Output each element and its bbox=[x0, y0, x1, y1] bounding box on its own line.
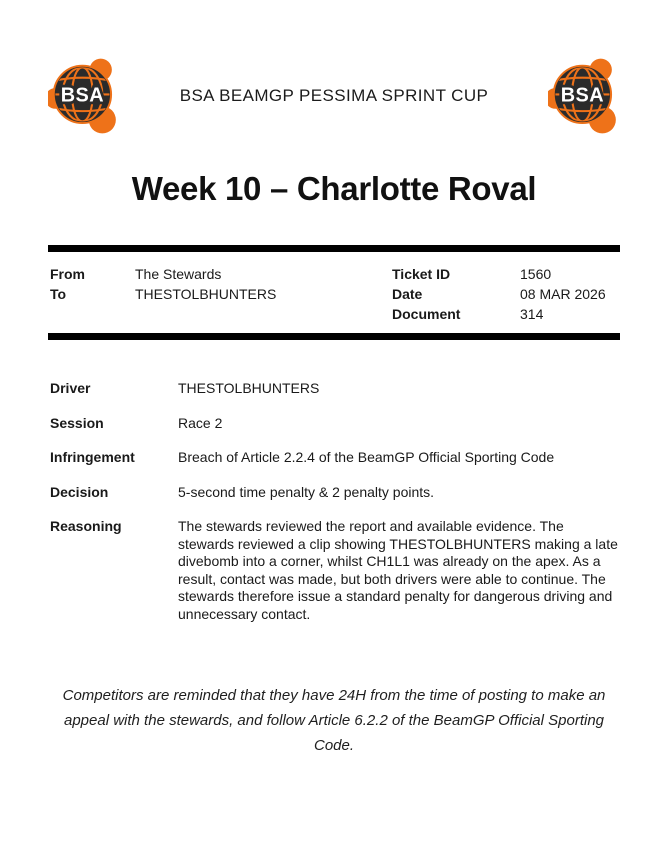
detail-label-driver: Driver bbox=[50, 380, 91, 396]
meta-row-date bbox=[390, 284, 620, 304]
detail-value-reasoning: The stewards reviewed the report and available evidence. The stewards reviewed a clip showing THESTOLBHUNTERS making a late divebomb into a corner, whilst CH1L1 was already on the apex. As a result, contact was made, but both drivers were able to continue. The stewards therefore issue a standard penalty for dangerous driving and unnecessary contact. bbox=[178, 518, 618, 622]
meta-label-document: Document bbox=[392, 306, 461, 322]
svg-text:BSA: BSA bbox=[560, 84, 604, 107]
meta-label-ticket-id: Ticket ID bbox=[392, 266, 451, 282]
detail-value-driver: THESTOLBHUNTERS bbox=[178, 380, 320, 396]
meta-right-column bbox=[390, 264, 620, 324]
series-title: BSA BEAMGP PESSIMA SPRINT CUP bbox=[179, 86, 489, 105]
bottom-rule bbox=[48, 333, 620, 340]
stewards-decision-document bbox=[0, 57, 668, 758]
meta-columns bbox=[48, 252, 620, 333]
detail-label-session: Session bbox=[50, 414, 104, 431]
detail-row-session bbox=[48, 415, 620, 433]
meta-row-document bbox=[390, 304, 620, 324]
svg-text:BSA: BSA bbox=[60, 84, 104, 107]
decision-details bbox=[48, 380, 620, 623]
detail-row-infringement bbox=[48, 449, 620, 467]
detail-label-infringement: Infringement bbox=[50, 449, 135, 465]
bsa-globe-logo-icon-right bbox=[548, 57, 620, 135]
masthead bbox=[48, 57, 620, 135]
bsa-globe-logo-icon-left bbox=[48, 57, 120, 135]
meta-row-to bbox=[48, 284, 390, 304]
detail-row-driver bbox=[48, 380, 620, 398]
detail-value-session: Race 2 bbox=[178, 414, 223, 431]
meta-label-date: Date bbox=[392, 286, 423, 302]
detail-value-decision: 5-second time penalty & 2 penalty points. bbox=[178, 483, 435, 500]
detail-label-reasoning: Reasoning bbox=[50, 518, 122, 534]
meta-value-document: 314 bbox=[520, 306, 544, 322]
meta-value-from: The Stewards bbox=[135, 266, 222, 282]
top-rule bbox=[48, 245, 620, 252]
meta-value-ticket-id: 1560 bbox=[520, 266, 552, 282]
appeal-notice: Competitors are reminded that they have 24H from the time of posting to make an appeal with the stewards, and follow Article 6.2.2 of the BeamGP Official Sporting Code. bbox=[62, 687, 606, 754]
detail-row-decision bbox=[48, 484, 620, 502]
meta-value-date: 08 MAR 2026 bbox=[520, 286, 606, 302]
meta-row-from bbox=[48, 264, 390, 284]
meta-value-to: THESTOLBHUNTERS bbox=[135, 286, 277, 302]
page-title: Week 10 – Charlotte Roval bbox=[131, 170, 537, 207]
meta-left-column bbox=[48, 264, 390, 324]
meta-section bbox=[48, 245, 620, 340]
detail-value-infringement: Breach of Article 2.2.4 of the BeamGP Official Sporting Code bbox=[178, 449, 555, 465]
meta-row-ticket-id bbox=[390, 264, 620, 284]
meta-label-from: From bbox=[50, 266, 85, 282]
detail-label-decision: Decision bbox=[50, 483, 109, 500]
detail-row-reasoning bbox=[48, 518, 620, 623]
meta-label-to: To bbox=[50, 286, 67, 302]
